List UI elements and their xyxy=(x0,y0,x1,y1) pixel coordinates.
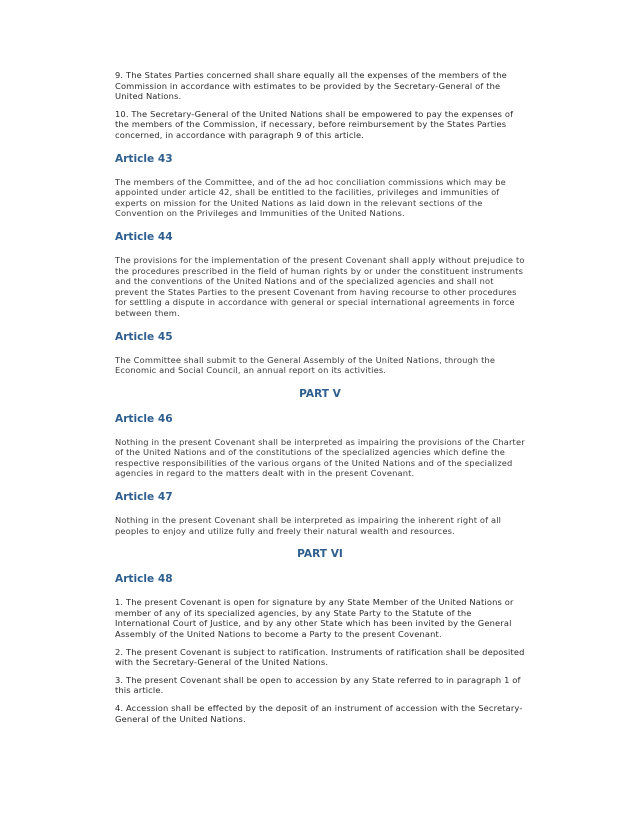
paragraph-9: 9. The States Parties concerned shall share equally all the expenses of the members of the Commission in accordance with estimates to be provided by the Secretary-General of the United Nations. xyxy=(115,70,507,102)
paragraph-10: 10. The Secretary-General of the United Nations shall be empowered to pay the expenses of the members of the Commission, if necessary, before reimbursement by the States Parties concerned, in accordance with paragraph 9 of this article. xyxy=(115,108,514,140)
article-46-text: Nothing in the present Covenant shall be interpreted as impairing the provisions of the Charter of the United Nations and of the constitutions of the specialized agencies which define the respective responsibilities of the various organs of the United Nations and of the specialized agencies in regard to the matters dealt with in the present Covenant. xyxy=(115,436,525,479)
article-45-heading: Article 45 xyxy=(115,330,173,343)
article-48-paragraph-2: 2. The present Covenant is subject to ratification. Instruments of ratification shall be deposited with the Secretary-General of the United Nations. xyxy=(115,646,525,668)
article-45-text: The Committee shall submit to the General Assembly of the United Nations, through the Economic and Social Council, an annual report on its activities. xyxy=(115,354,496,376)
part-v-heading: PART V xyxy=(299,387,341,400)
article-48-paragraph-1: 1. The present Covenant is open for signature by any State Member of the United Nations or member of any of its specialized agencies, by any State Party to the Statute of the International Court of Justice, and by any other State which has been invited by the General Assembly of the United Nations to become a Party to the present Covenant. xyxy=(115,597,514,640)
article-47-heading: Article 47 xyxy=(115,491,173,504)
article-48-paragraph-4: 4. Accession shall be effected by the deposit of an instrument of accession with the Secretary-General of the United Nations. xyxy=(115,703,523,724)
article-44-heading: Article 44 xyxy=(115,230,173,243)
article-46-heading: Article 46 xyxy=(115,412,173,425)
article-44-text: The provisions for the implementation of the present Covenant shall apply without prejudice to the procedures prescribed in the field of human rights by or under the constituent instruments and the conventions of the United Nations and of the specialized agencies and shall not prevent the States Parties to the present Covenant from having recourse to other procedures for settling a dispute in accordance with general or special international agreements in force between them. xyxy=(115,254,525,318)
document-page xyxy=(115,70,525,731)
article-43-text: The members of the Committee, and of the ad hoc conciliation commissions which may be appointed under article 42, shall be entitled to the facilities, privileges and immunities of experts on mission for the United Nations as laid down in the relevant sections of the Convention on the Privileges and Immunities of the United Nations. xyxy=(115,176,506,219)
part-vi-heading: PART VI xyxy=(297,548,343,561)
article-48-paragraph-3: 3. The present Covenant shall be open to accession by any State referred to in paragraph 1 of this article. xyxy=(115,674,521,696)
article-43-heading: Article 43 xyxy=(115,152,173,165)
article-48-heading: Article 48 xyxy=(115,573,173,586)
article-47-text: Nothing in the present Covenant shall be interpreted as impairing the inherent right of all peoples to enjoy and utilize fully and freely their natural wealth and resources. xyxy=(115,515,502,536)
